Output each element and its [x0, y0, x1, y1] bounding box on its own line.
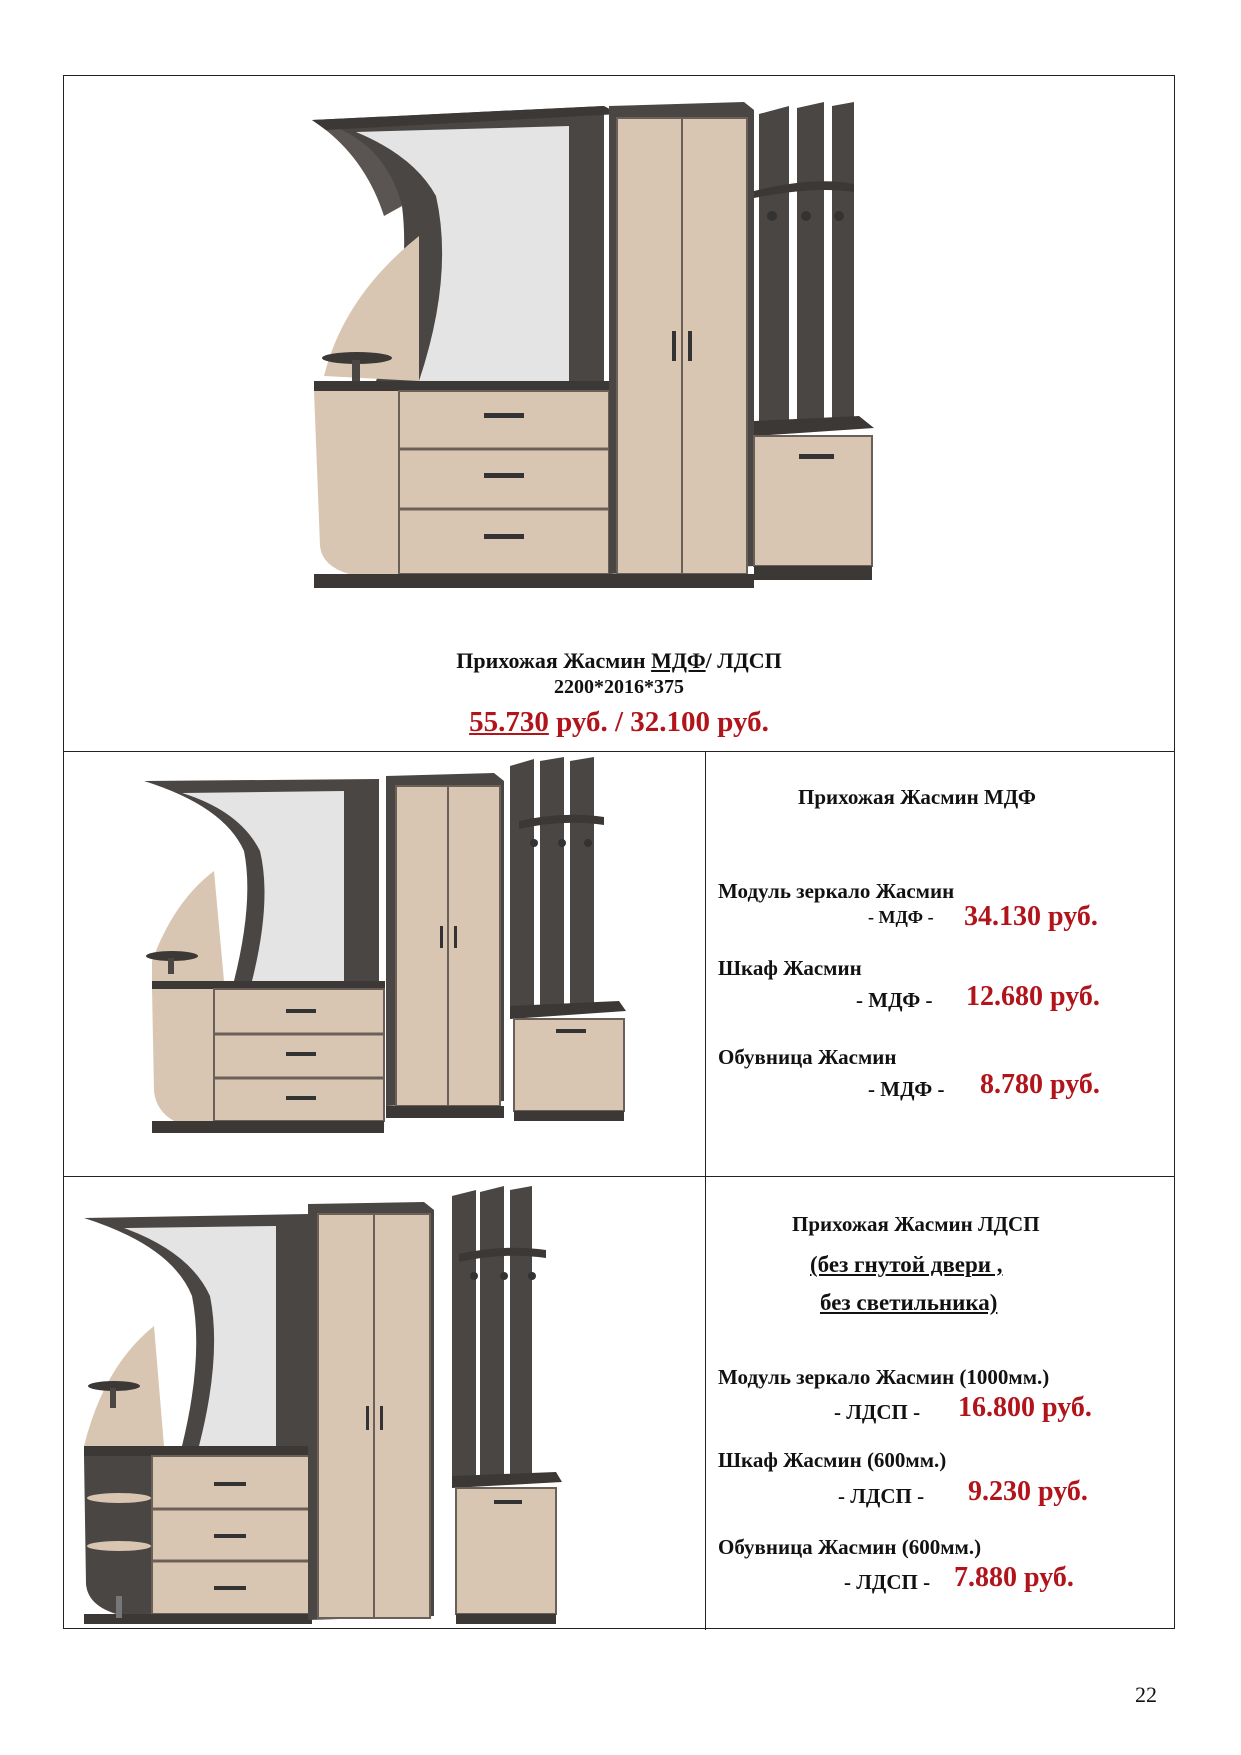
full-set-price: 55.730 руб. / 32.100 руб. [469, 706, 769, 738]
ldsp-item-price: 16.800 руб. [958, 1392, 1092, 1423]
mdf-item-material: - МДФ - [856, 988, 933, 1012]
ldsp-item-name: Обувница Жасмин (600мм.) [718, 1535, 982, 1559]
catalog-table [63, 75, 1175, 1629]
full-set-row [64, 76, 1174, 752]
mdf-image-cell [64, 751, 706, 1176]
mdf-item-price: 8.780 руб. [980, 1069, 1100, 1100]
mdf-item-name: Шкаф Жасмин [718, 956, 862, 980]
mdf-item-name: Модуль зеркало Жасмин [718, 879, 955, 903]
ldsp-item-material: - ЛДСП - [844, 1570, 931, 1594]
full-set-title: Прихожая Жасмин МДФ/ ЛДСП [456, 648, 782, 673]
mdf-row [64, 751, 1174, 1177]
ldsp-title: Прихожая Жасмин ЛДСП [792, 1212, 1040, 1236]
ldsp-text-cell [706, 1176, 1176, 1630]
ldsp-item-price: 7.880 руб. [954, 1562, 1074, 1593]
ldsp-modules-illustration [64, 1176, 704, 1628]
ldsp-item-name: Шкаф Жасмин (600мм.) [718, 1448, 947, 1472]
mdf-item-price: 34.130 руб. [964, 901, 1098, 932]
ldsp-row [64, 1176, 1174, 1630]
full-set-illustration [64, 76, 1176, 636]
ldsp-note-line2: без светильника) [820, 1290, 998, 1315]
ldsp-image-cell [64, 1176, 706, 1630]
full-set-dimensions: 2200*2016*375 [554, 676, 684, 698]
ldsp-note-line1: (без гнутой двери , [810, 1252, 1003, 1277]
mdf-title: Прихожая Жасмин МДФ [798, 785, 1036, 809]
page-number: 22 [1135, 1682, 1157, 1707]
ldsp-item-material: - ЛДСП - [834, 1400, 921, 1424]
ldsp-item-name: Модуль зеркало Жасмин (1000мм.) [718, 1365, 1050, 1389]
ldsp-item-price: 9.230 руб. [968, 1476, 1088, 1507]
ldsp-item-material: - ЛДСП - [838, 1484, 925, 1508]
mdf-item-material: - МДФ - [868, 907, 934, 927]
mdf-modules-illustration [64, 751, 704, 1174]
mdf-item-material: - МДФ - [868, 1077, 945, 1101]
mdf-item-name: Обувница Жасмин [718, 1045, 897, 1069]
mdf-item-price: 12.680 руб. [966, 981, 1100, 1012]
mdf-text-cell [706, 751, 1176, 1176]
